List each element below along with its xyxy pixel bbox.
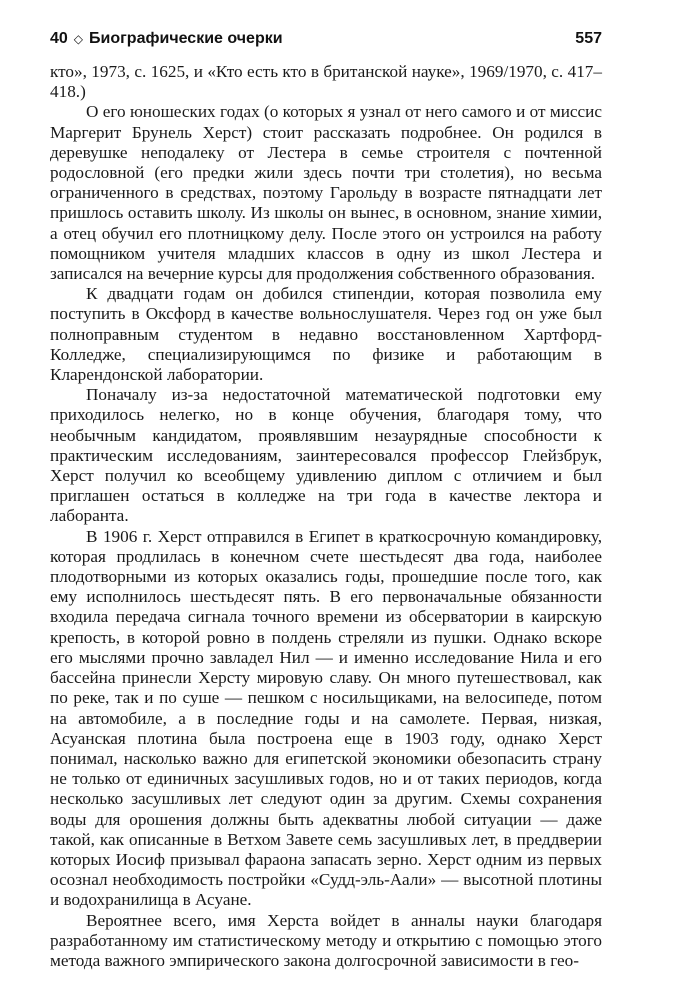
book-page	[50, 30, 602, 971]
body-text	[50, 62, 602, 971]
paragraph-studies: Поначалу из-за недостаточной математической подготовки ему приходилось нелегко, но в конце обучения, благодаря тому, что необычным кандидатом, проявлявшим незаурядные способности к практическим исследованиям, заинтересовался профессор Глейзбрук, Херст получил ко всеобщему удивлению диплом с отличием и был приглашен остаться в колледже на три года в качестве лектора и лаборанта.	[50, 385, 602, 526]
chapter-number: 40	[50, 30, 68, 47]
paragraph-youth: О его юношеских годах (о которых я узнал от него самого и от миссис Маргерит Брунель Херст) стоит рассказать подробнее. Он родился в деревушке неподалеку от Лестера в семье строителя с почтенной родословной (его предки жили здесь почти три столетия), но весьма ограниченного в средствах, поэтому Гарольду в возрасте пятнадцати лет пришлось оставить школу. Из школы он вынес, в основном, знание химии, а отец обучил его плотницкому делу. После этого он устроился на работу помощником учителя младших классов в одну из школ Лестера и записался на вечерние курсы для продолжения собственного образования.	[50, 102, 602, 284]
running-head	[50, 30, 602, 54]
diamond-separator-icon: ◇	[73, 32, 84, 46]
paragraph-egypt: В 1906 г. Херст отправился в Египет в краткосрочную командировку, которая продлилась в конечном счете шестьдесят два года, наиболее плодотворными из которых оказались годы, прошедшие после того, как ему исполнилось шестьдесят пять. В его первоначальные обязанности входила передача сигнала точного времени из обсерватории в каирскую крепость, в которой ровно в полдень стреляли из пушки. Однако вскоре его мыслями прочно завладел Нил — и именно исследование Нила и его бассейна принесли Херсту мировую славу. Он много путешествовал, как по реке, так и по суше — пешком с носильщиками, на велосипеде, потом на автомобиле, а в последние годы и на самолете. Первая, низкая, Асуанская плотина была построена еще в 1903 году, однако Херст понимал, насколько важно для египетской экономики обезопасить страну не только от единичных засушливых годов, но и от таких периодов, когда несколько засушливых лет следуют один за другим. Схемы сохранения воды для орошения должны быть адекватны любой ситуации — даже такой, как описанные в Ветхом Завете семь засушливых лет, в преддверии которых Иосиф призывал фараона запасать зерно. Херст одним из первых осознал необходимость постройки «Судд-эль-Аали» — высотной плотины и водохранилища в Асуане.	[50, 526, 602, 910]
paragraph-continuation: кто», 1973, с. 1625, и «Кто есть кто в британской науке», 1969/1970, с. 417–418.)	[50, 62, 602, 102]
page-number: 557	[575, 30, 602, 47]
running-head-left	[50, 30, 283, 48]
paragraph-legacy: Вероятнее всего, имя Херста войдет в анналы науки благодаря разработанному им статистическому методу и открытию с помощью этого метода важного эмпирического закона долгосрочной зависимости в гео-	[50, 910, 602, 970]
chapter-title: Биографические очерки	[89, 30, 283, 47]
paragraph-oxford: К двадцати годам он добился стипендии, которая позволила ему поступить в Оксфорд в качестве вольнослушателя. Через год он уже был полноправным студентом в недавно восстановленном Хартфорд-Колледже, специализирующимся по физике и работающим в Кларендонской лаборатории.	[50, 284, 602, 385]
